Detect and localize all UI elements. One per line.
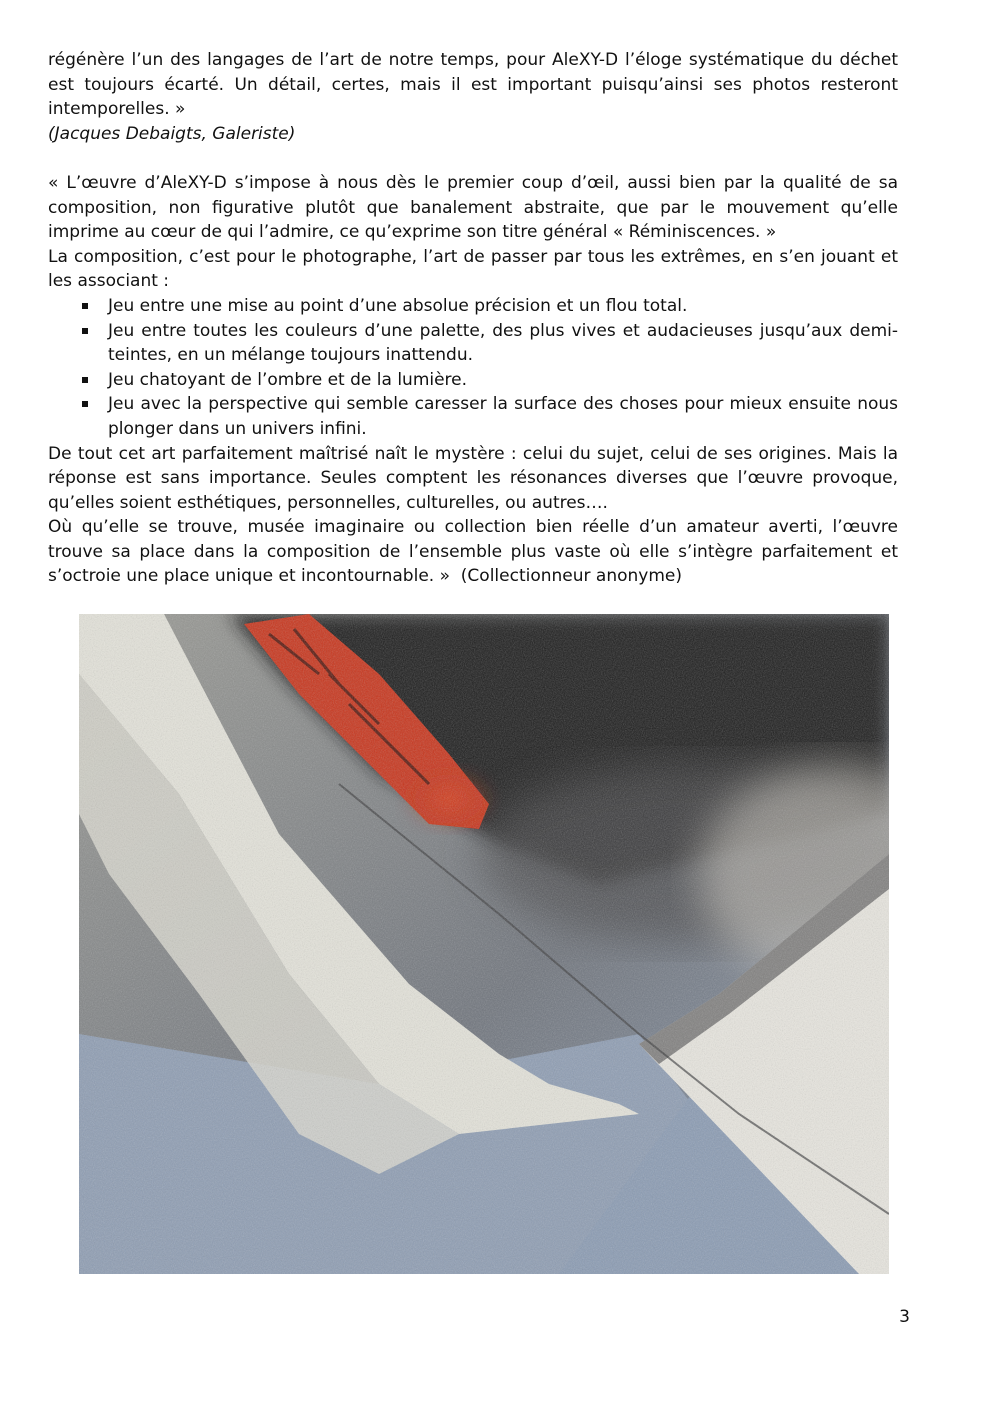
- grain-texture: [79, 614, 889, 1274]
- closing-text: Où qu’elle se trouve, musée imaginaire ou collection bien réelle d’un amateur averti, l’œuvre trouve sa place dans la composition de l’ensemble plus vaste où elle s’intègre parfaitement et s’octroie une place unique et incontournable. »: [48, 517, 898, 587]
- composition-bullet-list: [48, 294, 898, 442]
- document-body: [48, 48, 898, 589]
- bullet-item: Jeu avec la perspective qui semble caresser la surface des choses pour mieux ensuite nous plonger dans un univers infini.: [78, 392, 898, 441]
- bullet-item: Jeu entre toutes les couleurs d’une palette, des plus vives et audacieuses jusqu’aux demi-teintes, en un mélange toujours inattendu.: [78, 319, 898, 368]
- bullet-item: Jeu entre une mise au point d’une absolue précision et un flou total.: [78, 294, 898, 319]
- attribution-galeriste: (Jacques Debaigts, Galeriste): [48, 123, 296, 144]
- closing-paragraph: [48, 515, 898, 589]
- attribution-collectionneur: (Collectionneur anonyme): [460, 566, 682, 587]
- composition-intro: La composition, c’est pour le photographe, l’art de passer par tous les extrêmes, en s’en jouant et les associant :: [48, 246, 898, 292]
- intro-paragraph: régénère l’un des langages de l’art de notre temps, pour AleXY-D l’éloge systématique du déchet est toujours écarté. Un détail, certes, mais il est important puisqu’ainsi ses photos resteront intemporelles. »: [48, 50, 898, 120]
- bullet-item: Jeu chatoyant de l’ombre et de la lumière.: [78, 368, 898, 393]
- quote-opening-paragraph: « L’œuvre d’AleXY-D s’impose à nous dès le premier coup d’œil, aussi bien par la qualité de sa composition, non figurative plutôt que banalement abstraite, que par le mouvement qu’elle imprime au cœur de qui l’admire, ce qu’exprime son titre général « Réminiscences. »: [48, 172, 898, 243]
- page-number: 3: [899, 1307, 910, 1327]
- mystery-paragraph: De tout cet art parfaitement maîtrisé naît le mystère : celui du sujet, celui de ses origines. Mais la réponse est sans importance. Seules comptent les résonances diverses que l’œuvre provoque, qu’elles soient esthétiques, personnelles, culturelles, ou autres….: [48, 443, 898, 513]
- paragraph-spacer: [48, 146, 898, 171]
- artwork-photo: [79, 614, 889, 1274]
- artwork-illustration: [79, 614, 889, 1274]
